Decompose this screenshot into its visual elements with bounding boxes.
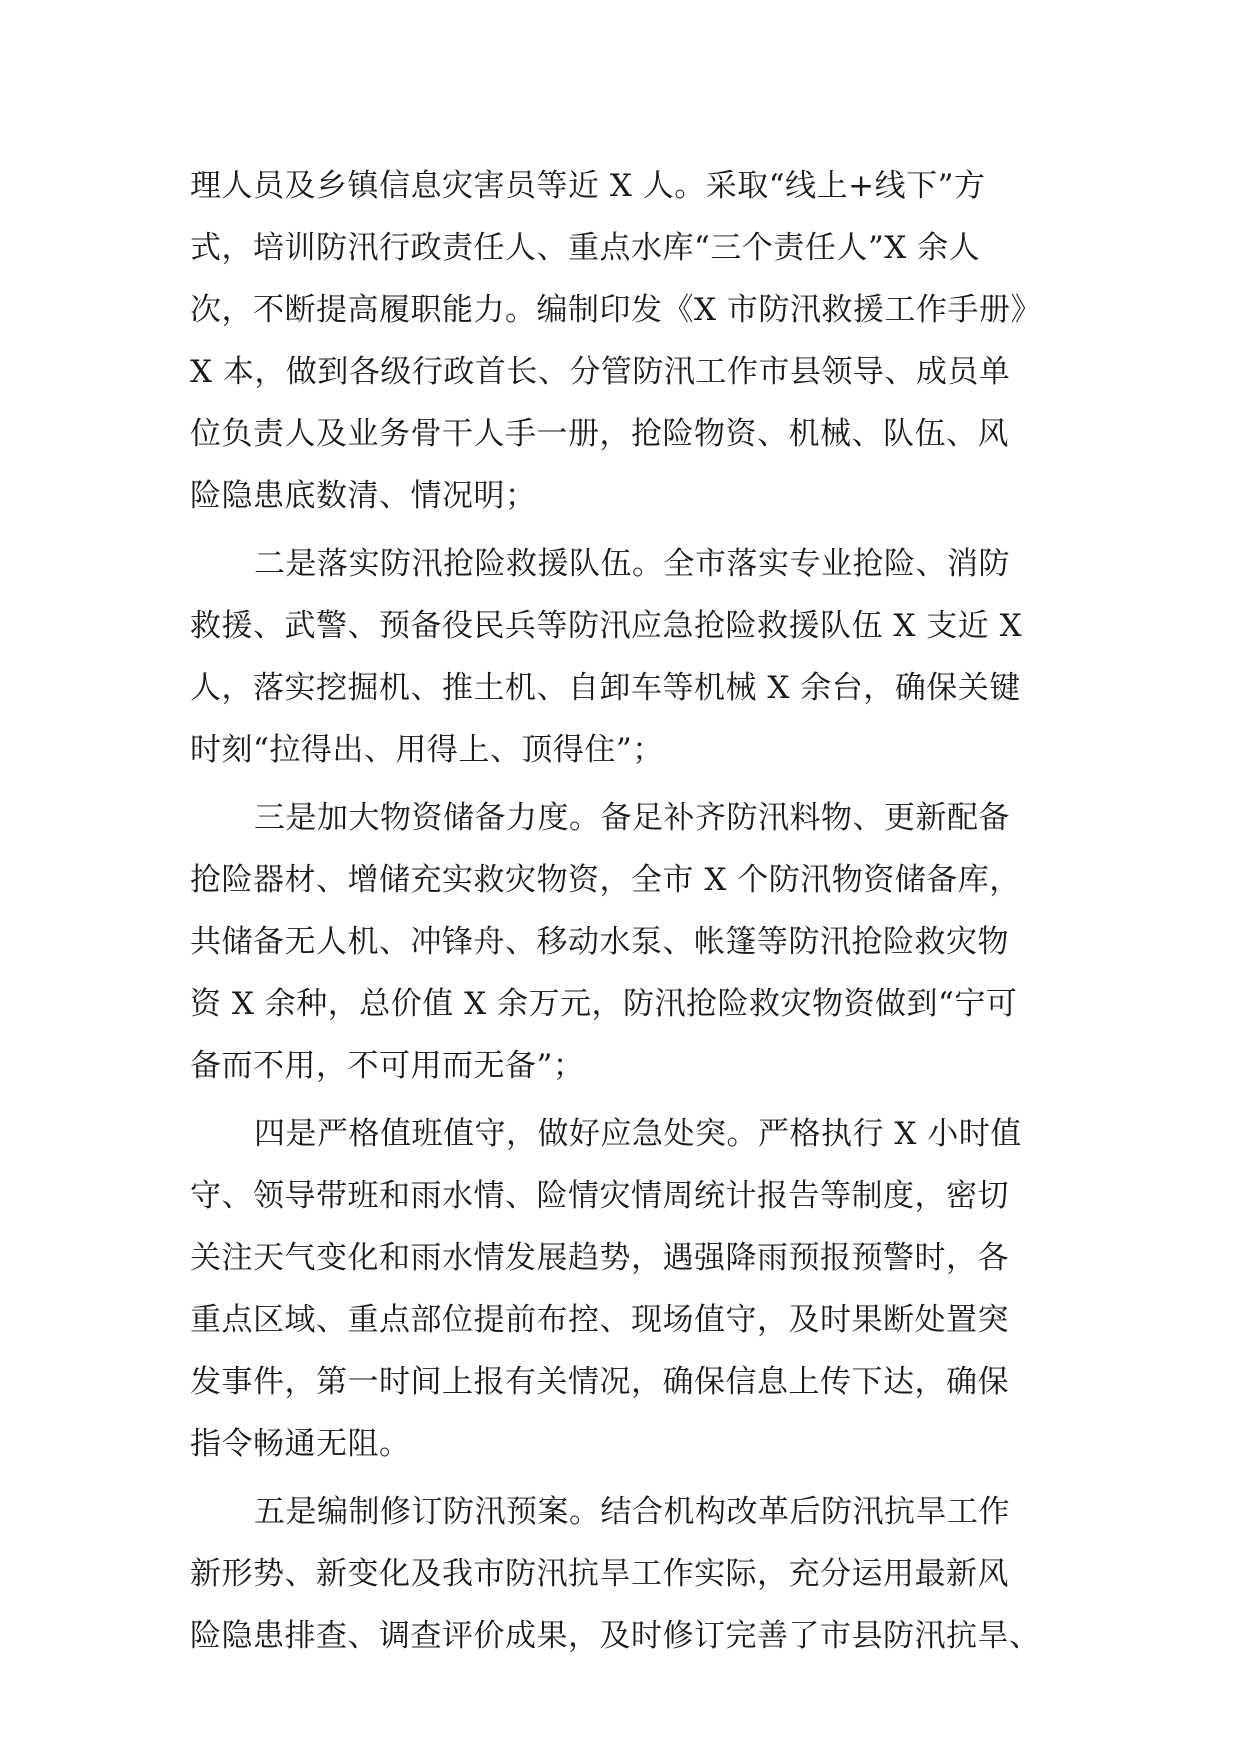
- text-line: 险隐患排查、调查评价成果，及时修订完善了市县防汛抗旱、: [190, 1618, 1041, 1654]
- text-line: 备而不用，不可用而无备”；: [190, 1048, 585, 1084]
- text-line: 资 X 余种，总价值 X 余万元，防汛抢险救灾物资做到“宁可: [190, 986, 1018, 1022]
- text-line: X 本，做到各级行政首长、分管防汛工作市县领导、成员单: [190, 354, 1011, 390]
- paragraph-rescue-teams: [190, 533, 1055, 781]
- text-line: 抢险器材、增储充实救灾物资，全市 X 个防汛物资储备库，: [190, 862, 1021, 898]
- paragraph-duty-emergency: [190, 1103, 1055, 1475]
- paragraph-contingency-plan: [190, 1481, 1055, 1667]
- text-line: 发事件，第一时间上报有关情况，确保信息上传下达，确保: [190, 1364, 1009, 1400]
- text-line: 次，不断提高履职能力。编制印发《X 市防汛救援工作手册》: [190, 292, 1042, 328]
- text-line: 人，落实挖掘机、推土机、自卸车等机械 X 余台，确保关键: [190, 670, 1021, 706]
- text-line: 式，培训防汛行政责任人、重点水库“三个责任人”X 余人: [190, 230, 981, 266]
- text-line: 五是编制修订防汛预案。结合机构改革后防汛抗旱工作: [254, 1494, 1010, 1530]
- text-line: 时刻“拉得出、用得上、顶得住”；: [190, 732, 664, 768]
- text-line: 位负责人及业务骨干人手一册，抢险物资、机械、队伍、风: [190, 416, 1009, 452]
- text-line: 救援、武警、预备役民兵等防汛应急抢险救援队伍 X 支近 X: [190, 608, 1023, 644]
- paragraph-material-reserve: [190, 787, 1055, 1097]
- text-line: 指令畅通无阻。: [190, 1426, 411, 1462]
- text-line: 险隐患底数清、情况明；: [190, 478, 537, 514]
- text-line: 三是加大物资储备力度。备足补齐防汛料物、更新配备: [254, 800, 1010, 836]
- text-line: 守、领导带班和雨水情、险情灾情周统计报告等制度，密切: [190, 1178, 1009, 1214]
- text-line: 关注天气变化和雨水情发展趋势，遇强降雨预报预警时，各: [190, 1240, 1009, 1276]
- text-line: 理人员及乡镇信息灾害员等近 X 人。采取“线上+线下”方: [190, 168, 986, 204]
- text-line: 二是落实防汛抢险救援队伍。全市落实专业抢险、消防: [254, 546, 1010, 582]
- text-line: 新形势、新变化及我市防汛抗旱工作实际，充分运用最新风: [190, 1556, 1009, 1592]
- text-line: 四是严格值班值守，做好应急处突。严格执行 X 小时值: [254, 1116, 1022, 1152]
- document-body: [190, 155, 1055, 1667]
- text-line: 共储备无人机、冲锋舟、移动水泵、帐篷等防汛抢险救灾物: [190, 924, 1009, 960]
- paragraph-continuation: [190, 155, 1055, 527]
- text-line: 重点区域、重点部位提前布控、现场值守，及时果断处置突: [190, 1302, 1009, 1338]
